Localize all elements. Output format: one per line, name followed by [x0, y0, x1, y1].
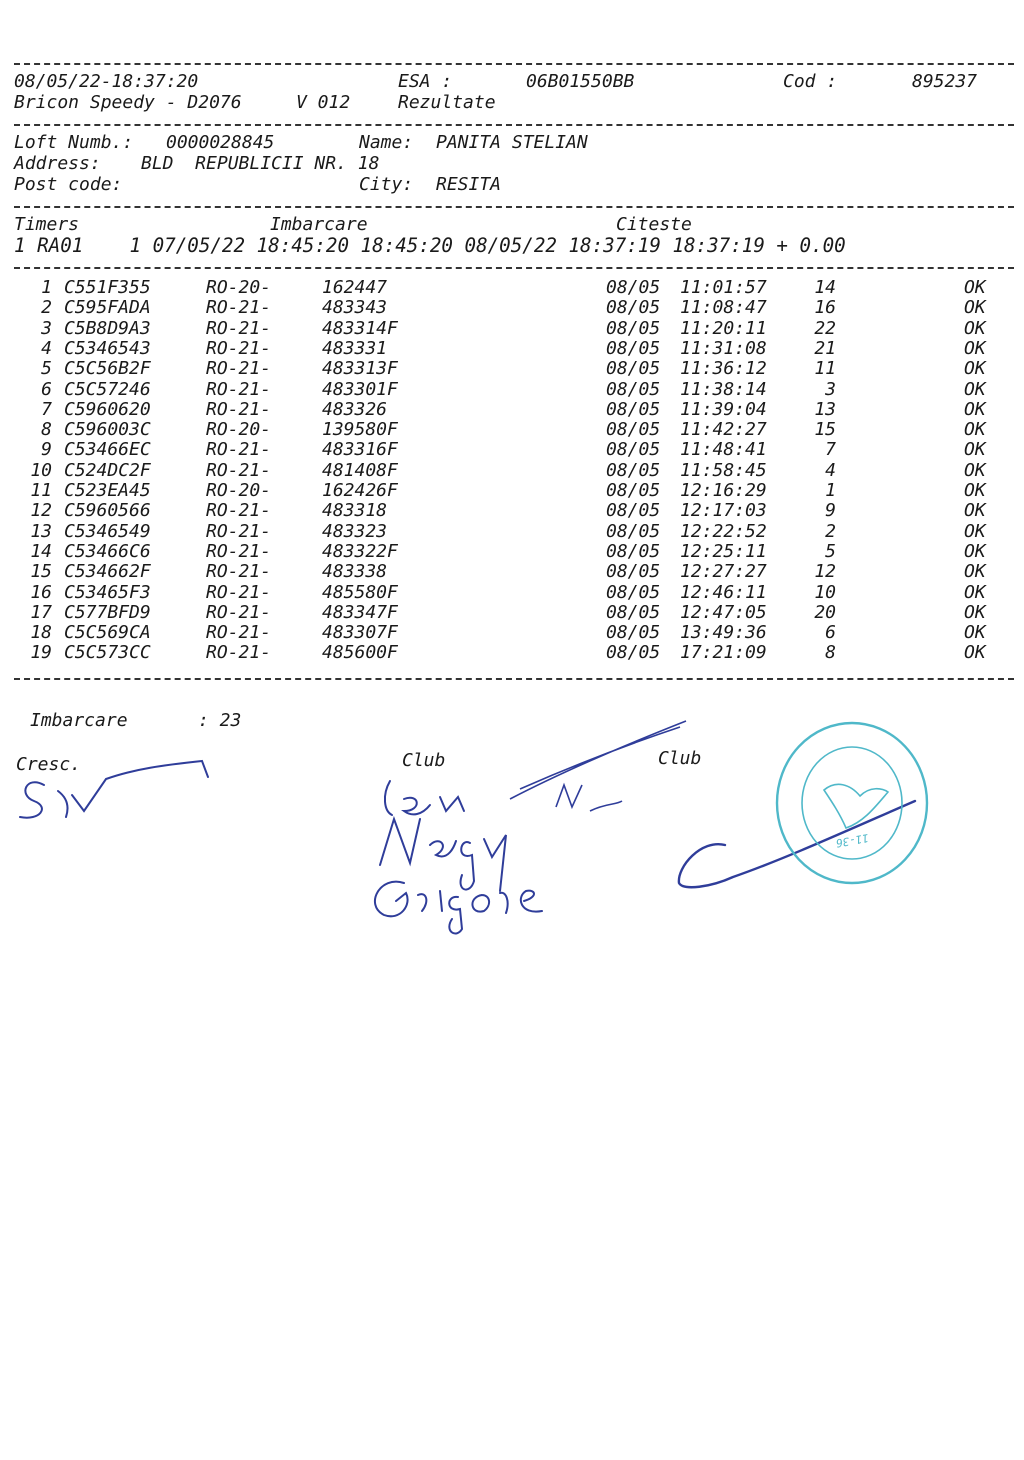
result-order: 10: [814, 581, 836, 603]
result-time: 12:46:11: [680, 581, 767, 603]
result-status: OK: [964, 581, 986, 603]
result-number: 19: [30, 642, 52, 664]
result-ring-number: 483338: [322, 561, 388, 583]
result-time: 11:39:04: [680, 398, 767, 420]
result-ring-number: 481408F: [322, 459, 398, 481]
result-series: RO-21-: [206, 500, 272, 522]
result-time: 11:58:45: [680, 459, 767, 481]
result-time: 12:17:03: [680, 500, 767, 522]
table-row: [0, 461, 1024, 481]
result-number: 14: [30, 540, 52, 562]
result-order: 9: [825, 500, 836, 522]
result-time: 12:22:52: [680, 520, 767, 542]
result-series: RO-21-: [206, 520, 272, 542]
address-value: BLD REPUBLICII NR. 18: [141, 153, 380, 174]
table-row: [0, 643, 1024, 663]
result-number: 10: [30, 459, 52, 481]
result-order: 1: [825, 480, 836, 501]
result-chip-id: C5346549: [64, 520, 151, 542]
result-chip-id: C523EA45: [64, 480, 151, 501]
city-label: City:: [359, 174, 414, 195]
result-time: 11:38:14: [680, 378, 767, 400]
result-series: RO-21-: [206, 540, 272, 562]
result-series: RO-21-: [206, 561, 272, 583]
result-ring-number: 483318: [322, 500, 388, 522]
result-chip-id: C53466C6: [64, 540, 151, 562]
result-ring-number: 162447: [322, 277, 388, 298]
result-number: 12: [30, 500, 52, 522]
result-date: 08/05: [606, 622, 661, 644]
result-chip-id: C577BFD9: [64, 601, 151, 623]
cod-value: 895237: [912, 71, 978, 92]
result-series: RO-21-: [206, 622, 272, 644]
name-value: PANITA STELIAN: [436, 132, 588, 153]
table-row: [0, 440, 1024, 460]
club-signature: [360, 715, 700, 940]
result-status: OK: [964, 337, 986, 359]
result-time: 12:25:11: [680, 540, 767, 562]
result-order: 12: [814, 561, 836, 583]
result-time: 11:20:11: [680, 317, 767, 339]
table-row: [0, 481, 1024, 501]
timers-label: Timers: [14, 214, 80, 235]
result-chip-id: C5960566: [64, 500, 151, 522]
loft-label: Loft Numb.:: [14, 132, 134, 153]
result-ring-number: 485600F: [322, 642, 398, 664]
result-time: 12:47:05: [680, 601, 767, 623]
result-number: 2: [41, 297, 52, 319]
result-status: OK: [964, 398, 986, 420]
result-order: 3: [825, 378, 836, 400]
imbarcare-summary-value: : 23: [198, 710, 242, 731]
result-status: OK: [964, 297, 986, 319]
separator-bottom: [14, 678, 1014, 680]
device-name: Bricon Speedy - D2076: [14, 92, 242, 113]
result-order: 2: [825, 520, 836, 542]
result-status: OK: [964, 561, 986, 583]
result-chip-id: C5B8D9A3: [64, 317, 151, 339]
result-ring-number: 483307F: [322, 622, 398, 644]
result-ring-number: 139580F: [322, 419, 398, 441]
esa-label: ESA :: [398, 71, 453, 92]
result-number: 13: [30, 520, 52, 542]
result-number: 11: [30, 480, 52, 501]
result-series: RO-21-: [206, 297, 272, 319]
result-time: 13:49:36: [680, 622, 767, 644]
result-ring-number: 483313F: [322, 358, 398, 380]
result-status: OK: [964, 642, 986, 664]
table-row: [0, 562, 1024, 582]
cresc-signature: [14, 755, 214, 835]
result-number: 16: [30, 581, 52, 603]
result-date: 08/05: [606, 317, 661, 339]
cod-label: Cod :: [783, 71, 838, 92]
result-date: 08/05: [606, 500, 661, 522]
result-status: OK: [964, 500, 986, 522]
result-series: RO-20-: [206, 277, 272, 298]
result-chip-id: C5346543: [64, 337, 151, 359]
result-order: 14: [814, 277, 836, 298]
table-row: [0, 623, 1024, 643]
result-time: 11:31:08: [680, 337, 767, 359]
result-status: OK: [964, 378, 986, 400]
esa-value: 06B01550BB: [526, 71, 635, 92]
table-row: [0, 501, 1024, 521]
result-series: RO-21-: [206, 642, 272, 664]
result-date: 08/05: [606, 561, 661, 583]
club-label-right: Club: [658, 748, 702, 769]
result-date: 08/05: [606, 439, 661, 461]
result-chip-id: C524DC2F: [64, 459, 151, 481]
result-number: 3: [41, 317, 52, 339]
result-status: OK: [964, 601, 986, 623]
table-row: [0, 359, 1024, 379]
club-label-left: Club: [402, 750, 446, 771]
timer-line: 1 RA01 1 07/05/22 18:45:20 18:45:20 08/05/22 18:37:19 18:37:19 + 0.00: [14, 234, 846, 257]
result-date: 08/05: [606, 520, 661, 542]
result-order: 7: [825, 439, 836, 461]
city-value: RESITA: [436, 174, 502, 195]
result-chip-id: C5C57246: [64, 378, 151, 400]
result-order: 6: [825, 622, 836, 644]
result-time: 11:01:57: [680, 277, 767, 298]
result-order: 21: [814, 337, 836, 359]
result-ring-number: 483326: [322, 398, 388, 420]
result-order: 5: [825, 540, 836, 562]
result-ring-number: 483301F: [322, 378, 398, 400]
result-status: OK: [964, 277, 986, 298]
result-time: 17:21:09: [680, 642, 767, 664]
result-time: 11:42:27: [680, 419, 767, 441]
table-row: [0, 603, 1024, 623]
result-chip-id: C53466EC: [64, 439, 151, 461]
result-series: RO-21-: [206, 337, 272, 359]
result-date: 08/05: [606, 297, 661, 319]
table-row: [0, 380, 1024, 400]
result-series: RO-21-: [206, 581, 272, 603]
result-ring-number: 483314F: [322, 317, 398, 339]
result-date: 08/05: [606, 601, 661, 623]
table-row: [0, 298, 1024, 318]
imbarcare-summary-label: Imbarcare: [30, 710, 128, 731]
citeste-column-label: Citeste: [616, 214, 692, 235]
result-chip-id: C5C573CC: [64, 642, 151, 664]
result-number: 5: [41, 358, 52, 380]
post-code-label: Post code:: [14, 174, 123, 195]
result-order: 4: [825, 459, 836, 481]
result-series: RO-21-: [206, 439, 272, 461]
result-status: OK: [964, 439, 986, 461]
result-series: RO-21-: [206, 398, 272, 420]
result-chip-id: C53465F3: [64, 581, 151, 603]
separator-timers: [14, 206, 1014, 208]
result-status: OK: [964, 520, 986, 542]
result-date: 08/05: [606, 540, 661, 562]
result-number: 4: [41, 337, 52, 359]
result-series: RO-21-: [206, 358, 272, 380]
stamp-code: 11-36: [834, 831, 870, 850]
result-date: 08/05: [606, 480, 661, 501]
name-label: Name:: [359, 132, 414, 153]
result-time: 11:08:47: [680, 297, 767, 319]
table-row: [0, 339, 1024, 359]
result-chip-id: C551F355: [64, 277, 151, 298]
result-date: 08/05: [606, 459, 661, 481]
result-number: 7: [41, 398, 52, 420]
result-series: RO-21-: [206, 459, 272, 481]
table-row: [0, 278, 1024, 298]
result-ring-number: 483316F: [322, 439, 398, 461]
result-order: 15: [814, 419, 836, 441]
table-row: [0, 583, 1024, 603]
result-number: 15: [30, 561, 52, 583]
result-order: 22: [814, 317, 836, 339]
result-time: 11:36:12: [680, 358, 767, 380]
result-date: 08/05: [606, 378, 661, 400]
result-time: 12:16:29: [680, 480, 767, 501]
result-date: 08/05: [606, 419, 661, 441]
table-row: [0, 542, 1024, 562]
result-time: 12:27:27: [680, 561, 767, 583]
result-chip-id: C5960620: [64, 398, 151, 420]
club-stamp-icon: [772, 718, 932, 888]
result-chip-id: C595FADA: [64, 297, 151, 319]
result-date: 08/05: [606, 277, 661, 298]
result-date: 08/05: [606, 581, 661, 603]
imbarcare-column-label: Imbarcare: [270, 214, 368, 235]
result-order: 16: [814, 297, 836, 319]
result-ring-number: 485580F: [322, 581, 398, 603]
address-label: Address:: [14, 153, 101, 174]
result-series: RO-21-: [206, 601, 272, 623]
result-order: 13: [814, 398, 836, 420]
result-date: 08/05: [606, 337, 661, 359]
device-version: V 012: [296, 92, 351, 113]
result-order: 11: [814, 358, 836, 380]
result-status: OK: [964, 622, 986, 644]
result-ring-number: 162426F: [322, 480, 398, 501]
report-datetime: 08/05/22-18:37:20: [14, 71, 199, 92]
result-date: 08/05: [606, 642, 661, 664]
result-ring-number: 483331: [322, 337, 388, 359]
table-row: [0, 400, 1024, 420]
result-chip-id: C5C569CA: [64, 622, 151, 644]
result-date: 08/05: [606, 358, 661, 380]
result-status: OK: [964, 358, 986, 380]
separator-loft: [14, 124, 1014, 126]
separator-results: [14, 267, 1014, 269]
result-series: RO-21-: [206, 317, 272, 339]
result-status: OK: [964, 459, 986, 481]
result-series: RO-21-: [206, 378, 272, 400]
result-series: RO-20-: [206, 419, 272, 441]
result-ring-number: 483323: [322, 520, 388, 542]
result-ring-number: 483347F: [322, 601, 398, 623]
result-number: 8: [41, 419, 52, 441]
table-row: [0, 319, 1024, 339]
result-status: OK: [964, 419, 986, 441]
result-status: OK: [964, 540, 986, 562]
result-date: 08/05: [606, 398, 661, 420]
result-number: 1: [41, 277, 52, 298]
separator-top: [14, 63, 1014, 65]
result-order: 20: [814, 601, 836, 623]
result-chip-id: C5C56B2F: [64, 358, 151, 380]
result-number: 6: [41, 378, 52, 400]
result-status: OK: [964, 317, 986, 339]
report-title: Rezultate: [398, 92, 496, 113]
result-chip-id: C534662F: [64, 561, 151, 583]
result-number: 9: [41, 439, 52, 461]
cresc-label: Cresc.: [16, 754, 82, 775]
result-order: 8: [825, 642, 836, 664]
table-row: [0, 420, 1024, 440]
result-series: RO-20-: [206, 480, 272, 501]
result-chip-id: C596003C: [64, 419, 151, 441]
loft-number: 0000028845: [166, 132, 275, 153]
result-ring-number: 483322F: [322, 540, 398, 562]
table-row: [0, 522, 1024, 542]
result-time: 11:48:41: [680, 439, 767, 461]
result-number: 17: [30, 601, 52, 623]
result-number: 18: [30, 622, 52, 644]
result-status: OK: [964, 480, 986, 501]
result-ring-number: 483343: [322, 297, 388, 319]
